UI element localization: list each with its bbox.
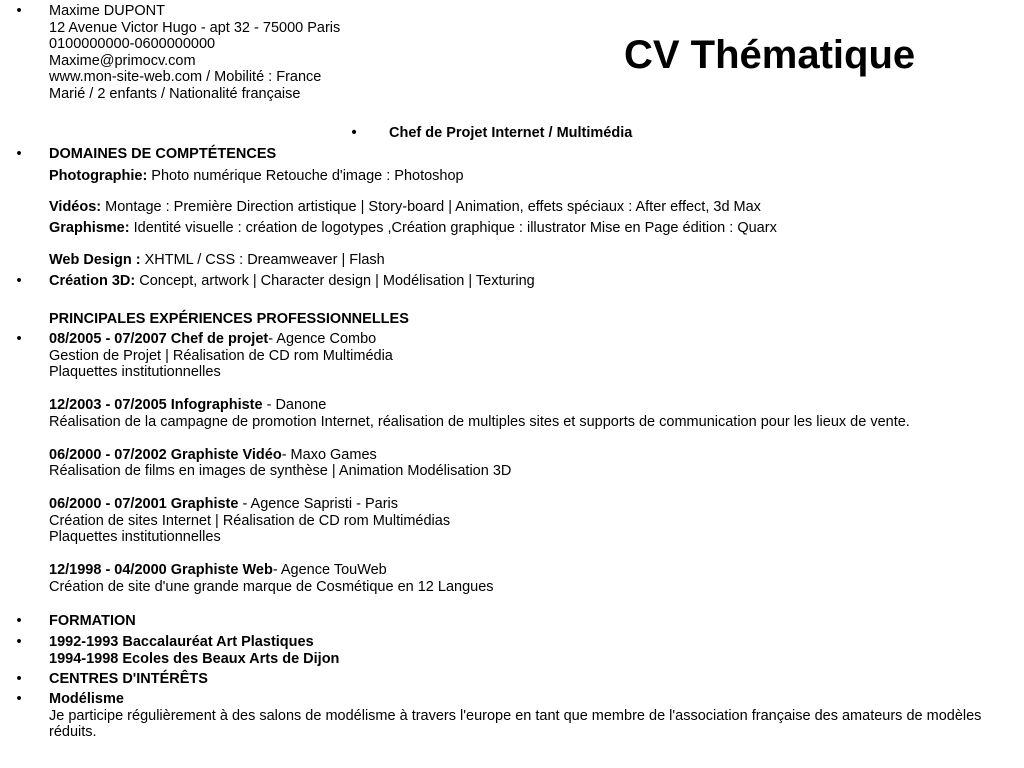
formation-list xyxy=(16,634,1012,667)
skills-3d xyxy=(16,273,1012,327)
contact-email: Maxime@primocv.com xyxy=(49,52,196,69)
experience-detail: Création de site d'une grande marque de Cosmétique en 12 Langues xyxy=(49,578,494,595)
interests-item xyxy=(16,691,1012,741)
experience-title: 12/1998 - 04/2000 Graphiste Web- Agence TouWeb xyxy=(49,562,387,578)
interest-title: Modélisme xyxy=(49,691,124,707)
skill-3d: Création 3D: Concept, artwork | Character design | Modélisation | Texturing xyxy=(49,273,535,289)
page-title: CV Thématique xyxy=(624,33,916,77)
job-title-text: Chef de Projet Internet / Multimédia xyxy=(389,125,633,141)
experience-detail: Plaquettes institutionnelles xyxy=(49,364,221,380)
skills-section xyxy=(16,146,1012,269)
experience-detail: Réalisation de la campagne de promotion Internet, réalisation de multiples sites et supports de communication pour les lieux de vente. xyxy=(49,413,910,430)
interest-text: Je participe régulièrement à des salons de modélisme à travers l'europe en tant que membre de l'association française des amateurs de modèles réduits. xyxy=(49,707,982,740)
experience-item xyxy=(49,331,1012,381)
bullet: • xyxy=(16,3,22,19)
bullet: • xyxy=(16,671,22,687)
bullet: • xyxy=(351,125,357,141)
skills-heading: DOMAINES DE COMPTÉTENCES xyxy=(49,146,277,162)
experience-title: 08/2005 - 07/2007 Chef de projet- Agence Combo xyxy=(49,331,377,347)
bullet: • xyxy=(16,634,22,650)
formation-item: 1994-1998 Ecoles des Beaux Arts de Dijon xyxy=(49,650,340,667)
experience-detail: Gestion de Projet | Réalisation de CD rom Multimédia xyxy=(49,347,393,364)
experiences-section xyxy=(16,331,1012,595)
skill-photo: Photographie: Photo numérique Retouche d'image : Photoshop xyxy=(49,167,464,184)
experience-item xyxy=(49,447,1012,480)
contact-phones: 0100000000-0600000000 xyxy=(49,36,216,52)
experience-title: 12/2003 - 07/2005 Infographiste - Danone xyxy=(49,397,327,413)
experiences-heading: PRINCIPALES EXPÉRIENCES PROFESSIONNELLES xyxy=(49,310,409,327)
formation-heading: FORMATION xyxy=(49,613,136,629)
formation-item: 1992-1993 Baccalauréat Art Plastiques xyxy=(49,634,314,650)
experience-item xyxy=(49,496,1012,546)
experience-detail: Réalisation de films en images de synthèse | Animation Modélisation 3D xyxy=(49,463,512,479)
bullet: • xyxy=(16,273,22,289)
interests-heading: CENTRES D'INTÉRÊTS xyxy=(49,671,208,687)
experience-title: 06/2000 - 07/2001 Graphiste - Agence Sapristi - Paris xyxy=(49,496,399,512)
bullet: • xyxy=(16,691,22,707)
contact-address: 12 Avenue Victor Hugo - apt 32 - 75000 Paris xyxy=(49,19,341,36)
experience-item xyxy=(49,397,1012,430)
contact-status: Marié / 2 enfants / Nationalité française xyxy=(49,85,301,102)
bullet: • xyxy=(16,613,22,629)
bullet: • xyxy=(16,146,22,162)
contact-name: Maxime DUPONT xyxy=(49,3,166,19)
skill-web: Web Design : XHTML / CSS : Dreamweaver | Flash xyxy=(49,252,385,268)
formation-heading-item xyxy=(16,613,1012,630)
skill-graphisme: Graphisme: Identité visuelle : création de logotypes ,Création graphique : illustrator Mise en Page édition : Quarx xyxy=(49,219,777,236)
experience-detail: Plaquettes institutionnelles xyxy=(49,529,221,545)
experience-item xyxy=(49,562,1012,595)
skill-video: Vidéos: Montage : Première Direction artistique | Story-board | Animation, effets spéciaux : After effect, 3d Max xyxy=(49,199,761,215)
bullet: • xyxy=(16,331,22,347)
experience-title: 06/2000 - 07/2002 Graphiste Vidéo- Maxo Games xyxy=(49,446,377,463)
interests-heading-item xyxy=(16,671,1012,688)
experience-detail: Création de sites Internet | Réalisation de CD rom Multimédias xyxy=(49,512,451,529)
contact-web: www.mon-site-web.com / Mobilité : France xyxy=(49,69,322,85)
